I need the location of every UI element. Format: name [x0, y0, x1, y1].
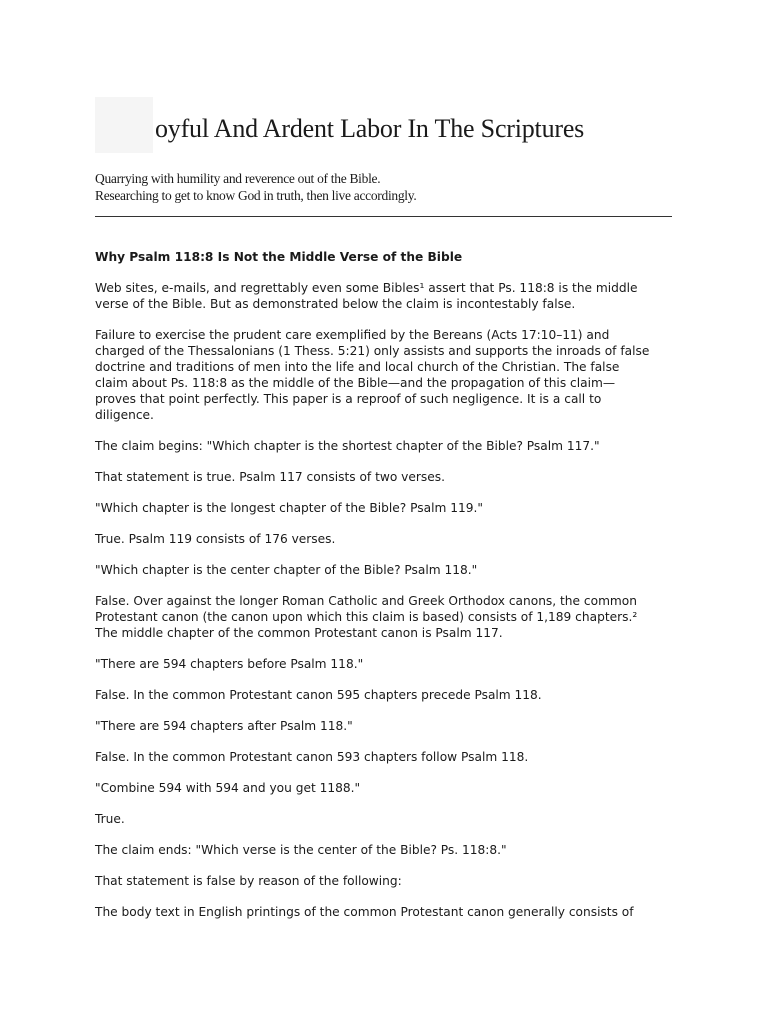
article-paragraph: [95, 438, 685, 454]
paragraph-line: True.: [95, 812, 125, 826]
paragraph-line: "There are 594 chapters before Psalm 118.": [95, 657, 364, 671]
article-paragraph: [95, 904, 685, 920]
site-tagline: [95, 170, 416, 204]
article-paragraph: [95, 280, 685, 312]
tagline-line: Quarrying with humility and reverence out of the Bible.: [95, 171, 381, 186]
article-paragraph: [95, 656, 685, 672]
paragraph-line: claim about Ps. 118:8 as the middle of the Bible—and the propagation of this claim—: [95, 376, 616, 390]
paragraph-line: Failure to exercise the prudent care exemplified by the Bereans (Acts 17:10–11) and: [95, 328, 610, 342]
article-heading: Why Psalm 118:8 Is Not the Middle Verse of the Bible: [95, 250, 463, 264]
paragraph-line: That statement is true. Psalm 117 consists of two verses.: [95, 470, 445, 484]
paragraph-line: False. Over against the longer Roman Catholic and Greek Orthodox canons, the common: [95, 594, 637, 608]
paragraph-line: Protestant canon (the canon upon which this claim is based) consists of 1,189 chapters.²: [95, 610, 638, 624]
article-paragraph: [95, 469, 685, 485]
paragraph-line: Web sites, e-mails, and regrettably even some Bibles¹ assert that Ps. 118:8 is the middle: [95, 281, 638, 295]
paragraph-line: "Combine 594 with 594 and you get 1188.": [95, 781, 361, 795]
article-paragraph: [95, 327, 685, 423]
article-paragraph: [95, 500, 685, 516]
article-paragraphs: [95, 280, 685, 920]
article-paragraph: [95, 749, 685, 765]
article-body: [95, 249, 685, 935]
paragraph-line: The claim ends: "Which verse is the center of the Bible? Ps. 118:8.": [95, 843, 507, 857]
paragraph-line: proves that point perfectly. This paper is a reproof of such negligence. It is a call to: [95, 392, 602, 406]
site-title: oyful And Ardent Labor In The Scriptures: [155, 114, 585, 143]
paragraph-line: diligence.: [95, 408, 154, 422]
drop-cap-image: [95, 97, 153, 153]
site-header: [95, 97, 672, 203]
paragraph-line: The middle chapter of the common Protestant canon is Psalm 117.: [95, 626, 503, 640]
title-row: [95, 97, 672, 157]
paragraph-line: That statement is false by reason of the following:: [95, 874, 402, 888]
article-paragraph: [95, 780, 685, 796]
paragraph-line: "Which chapter is the longest chapter of the Bible? Psalm 119.": [95, 501, 483, 515]
paragraph-line: doctrine and traditions of men into the life and local church of the Christian. The false: [95, 360, 620, 374]
article-paragraph: [95, 531, 685, 547]
article-paragraph: [95, 718, 685, 734]
article-paragraph: [95, 562, 685, 578]
article-paragraph: [95, 687, 685, 703]
article-paragraph: [95, 873, 685, 889]
article-paragraph: [95, 842, 685, 858]
header-divider: [95, 216, 672, 217]
paragraph-line: "There are 594 chapters after Psalm 118.": [95, 719, 353, 733]
tagline-line: Researching to get to know God in truth, then live accordingly.: [95, 188, 417, 203]
paragraph-line: verse of the Bible. But as demonstrated below the claim is incontestably false.: [95, 297, 576, 311]
paragraph-line: True. Psalm 119 consists of 176 verses.: [95, 532, 336, 546]
paragraph-line: charged of the Thessalonians (1 Thess. 5:21) only assists and supports the inroads of false: [95, 344, 650, 358]
paragraph-line: False. In the common Protestant canon 595 chapters precede Psalm 118.: [95, 688, 542, 702]
paragraph-line: False. In the common Protestant canon 593 chapters follow Psalm 118.: [95, 750, 529, 764]
paragraph-line: The claim begins: "Which chapter is the shortest chapter of the Bible? Psalm 117.": [95, 439, 600, 453]
paragraph-line: "Which chapter is the center chapter of the Bible? Psalm 118.": [95, 563, 478, 577]
article-paragraph: [95, 593, 685, 641]
paragraph-line: The body text in English printings of the common Protestant canon generally consists of: [95, 905, 634, 919]
article-paragraph: [95, 811, 685, 827]
